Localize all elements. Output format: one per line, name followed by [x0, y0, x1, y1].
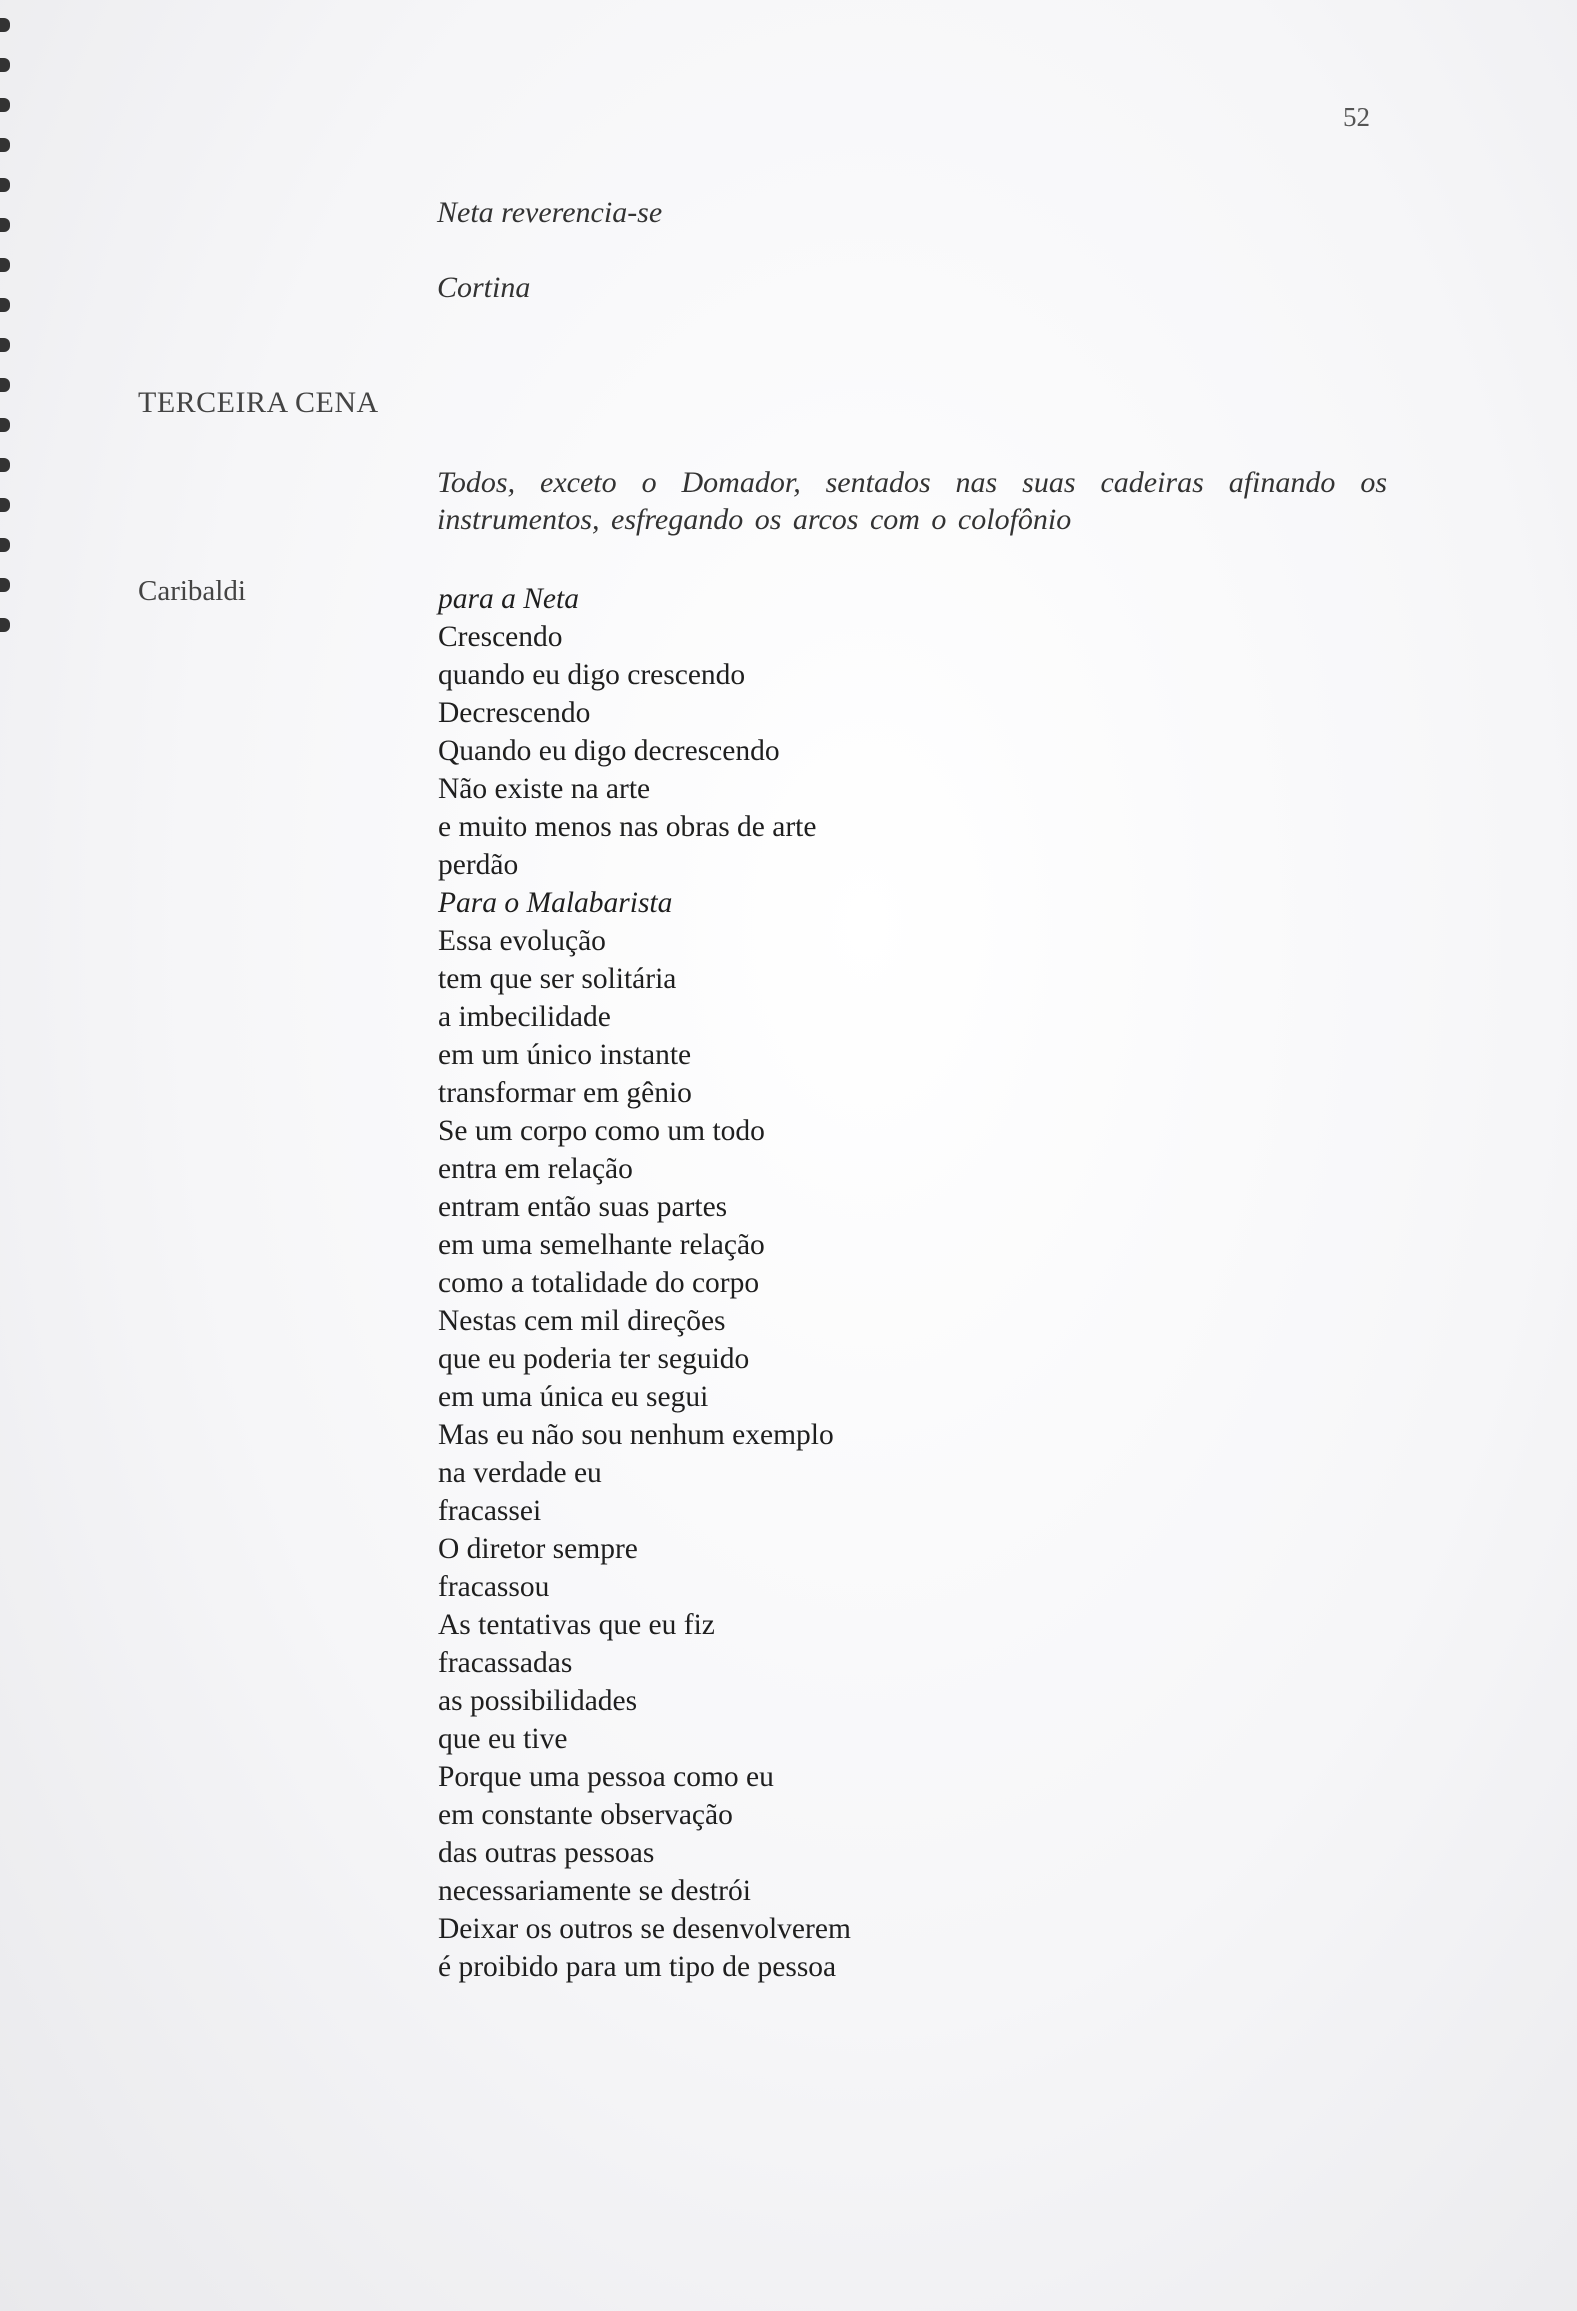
speech-line: em uma semelhante relação: [438, 1229, 765, 1261]
speech-line: Deixar os outros se desenvolverem: [438, 1913, 851, 1945]
speech-line: perdão: [438, 849, 519, 881]
speech-stage-direction: para a Neta: [438, 583, 579, 615]
stage-direction-bow: Neta reverencia-se: [437, 196, 663, 229]
speech-line: necessariamente se destrói: [438, 1875, 751, 1907]
speech-line: fracassadas: [438, 1647, 573, 1679]
speech-line: Mas eu não sou nenhum exemplo: [438, 1419, 834, 1451]
speech-line: que eu tive: [438, 1723, 568, 1755]
speech-line: Decrescendo: [438, 697, 591, 729]
speech-line: em constante observação: [438, 1799, 733, 1831]
speech-line: As tentativas que eu fiz: [438, 1609, 715, 1641]
speech-line: Não existe na arte: [438, 773, 651, 805]
scene-opening-direction: Todos, exceto o Domador, sentados nas suas cadeiras afinando os instrumentos, esfregando os arcos com o colofônio: [437, 466, 1387, 536]
spiral-binding: [0, 0, 18, 700]
speaker-name: Caribaldi: [138, 575, 246, 607]
speech-line: Porque uma pessoa como eu: [438, 1761, 774, 1793]
speech-line: tem que ser solitária: [438, 963, 677, 995]
speech-line: O diretor sempre: [438, 1533, 638, 1565]
scene-title: TERCEIRA CENA: [138, 386, 379, 419]
speech-line: Quando eu digo decrescendo: [438, 735, 780, 767]
speech-line: é proibido para um tipo de pessoa: [438, 1951, 837, 1983]
speech-line: que eu poderia ter seguido: [438, 1343, 750, 1375]
speech-line: as possibilidades: [438, 1685, 638, 1717]
speech-line: em um único instante: [438, 1039, 692, 1071]
speech-line: na verdade eu: [438, 1457, 602, 1489]
page-number: 52: [1343, 102, 1370, 132]
speech-line: entra em relação: [438, 1153, 633, 1185]
speech-stage-direction: Para o Malabarista: [438, 887, 673, 919]
speech-line: em uma única eu segui: [438, 1381, 709, 1413]
speech-line: e muito menos nas obras de arte: [438, 811, 817, 843]
speech-line: entram então suas partes: [438, 1191, 728, 1223]
speech-line: transformar em gênio: [438, 1077, 692, 1109]
speech-line: das outras pessoas: [438, 1837, 655, 1869]
stage-direction-curtain: Cortina: [437, 271, 531, 304]
speech-lines: [438, 580, 1138, 1986]
speech-line: Nestas cem mil direções: [438, 1305, 726, 1337]
speech-line: fracassei: [438, 1495, 542, 1527]
speech-line: Crescendo: [438, 621, 563, 653]
speech-line: Essa evolução: [438, 925, 606, 957]
speech-line: quando eu digo crescendo: [438, 659, 746, 691]
speech-line: fracassou: [438, 1571, 550, 1603]
speech-line: Se um corpo como um todo: [438, 1115, 765, 1147]
speech-line: como a totalidade do corpo: [438, 1267, 760, 1299]
speech-line: a imbecilidade: [438, 1001, 611, 1033]
